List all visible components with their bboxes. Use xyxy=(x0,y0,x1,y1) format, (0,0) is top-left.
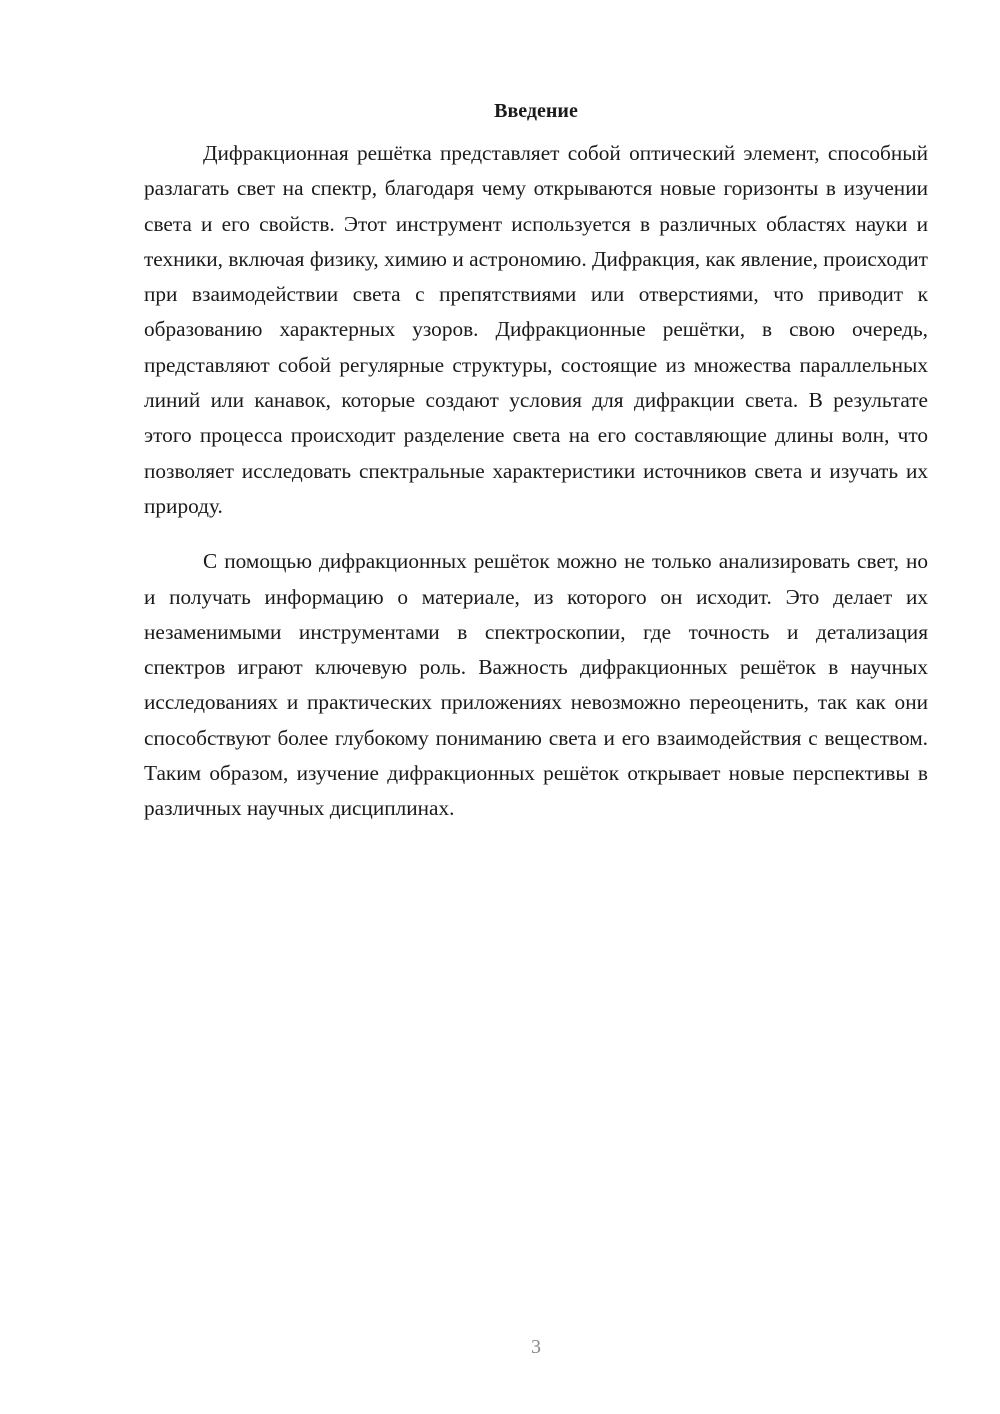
page-number: 3 xyxy=(531,1336,541,1358)
paragraph-2: С помощью дифракционных решёток можно не только анализировать свет, но и получать информацию о материале, из которого он исходит. Это делает их незаменимыми инструментами в спектроскопии, где точность и детализация спектров играют ключевую роль. Важность дифракционных решёток в научных исследованиях и практических приложениях невозможно переоценить, так как они способствуют более глубокому пониманию света и его взаимодействия с веществом. Таким образом, изучение дифракционных решёток открывает новые перспективы в различных научных дисциплинах. xyxy=(144,549,928,821)
paragraph-1: Дифракционная решётка представляет собой оптический элемент, способный разлагать свет на спектр, благодаря чему открываются новые горизонты в изучении света и его свойств. Этот инструмент используется в различных областях науки и техники, включая физику, химию и астрономию. Дифракция, как явление, происходит при взаимодействии света с препятствиями или отверстиями, что приводит к образованию характерных узоров. Дифракционные решётки, в свою очередь, представляют собой регулярные структуры, состоящие из множества параллельных линий или канавок, которые создают условия для дифракции света. В результате этого процесса происходит разделение света на его составляющие длины волн, что позволяет исследовать спектральные характеристики источников света и изучать их природу. xyxy=(144,141,928,518)
section-heading: Введение xyxy=(494,100,578,122)
page-content xyxy=(144,96,928,827)
